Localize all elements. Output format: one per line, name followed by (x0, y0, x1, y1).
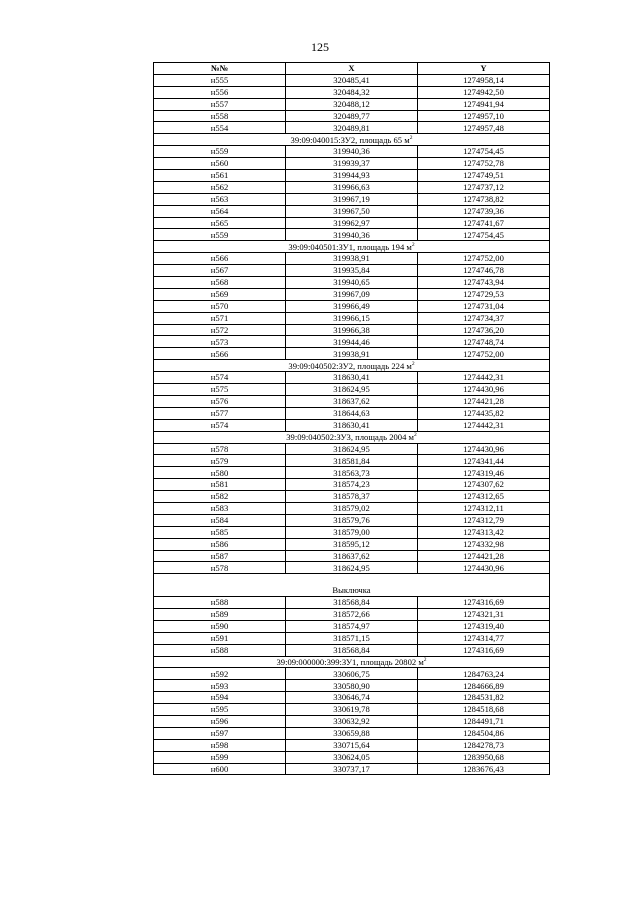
point-number-cell: н583 (154, 502, 286, 514)
section-title-text: 39:09:040502:ЗУ2, площадь 224 м (288, 360, 412, 371)
table-row (154, 526, 550, 538)
point-number-cell: н571 (154, 312, 286, 324)
y-coordinate-cell: 1274734,37 (418, 312, 550, 324)
x-coordinate-cell: 319966,49 (286, 300, 418, 312)
table-row (154, 74, 550, 86)
y-coordinate-cell: 1274313,42 (418, 526, 550, 538)
x-coordinate-cell: 320484,32 (286, 86, 418, 98)
point-number-cell: н584 (154, 514, 286, 526)
y-coordinate-cell: 1274737,12 (418, 181, 550, 193)
table-row (154, 170, 550, 182)
x-coordinate-cell: 318563,73 (286, 467, 418, 479)
point-number-cell: н597 (154, 727, 286, 739)
y-coordinate-cell: 1274341,44 (418, 455, 550, 467)
x-coordinate-cell: 318630,41 (286, 372, 418, 384)
area-unit-superscript: 2 (423, 656, 427, 663)
point-number-cell: н573 (154, 336, 286, 348)
point-number-cell: н592 (154, 668, 286, 680)
table-row (154, 763, 550, 775)
x-coordinate-cell: 319938,91 (286, 348, 418, 360)
y-coordinate-cell: 1274746,78 (418, 265, 550, 277)
table-row (154, 395, 550, 407)
x-coordinate-cell: 330715,64 (286, 739, 418, 751)
table-row (154, 324, 550, 336)
y-coordinate-cell: 1284278,73 (418, 739, 550, 751)
x-coordinate-cell: 330619,78 (286, 704, 418, 716)
point-number-cell: н579 (154, 455, 286, 467)
x-coordinate-cell: 330580,90 (286, 680, 418, 692)
table-row (154, 98, 550, 110)
point-number-cell: н600 (154, 763, 286, 775)
table-row (154, 491, 550, 503)
y-coordinate-cell: 1284518,68 (418, 704, 550, 716)
y-coordinate-cell: 1274321,31 (418, 608, 550, 620)
point-number-cell: н559 (154, 229, 286, 241)
table-row (154, 158, 550, 170)
x-coordinate-cell: 319944,93 (286, 170, 418, 182)
table-row (154, 443, 550, 455)
x-coordinate-cell: 318568,84 (286, 597, 418, 609)
x-coordinate-cell: 319935,84 (286, 265, 418, 277)
x-coordinate-cell: 319967,50 (286, 205, 418, 217)
x-coordinate-cell: 318579,02 (286, 502, 418, 514)
point-number-cell: н580 (154, 467, 286, 479)
section-title-text: 39:09:040502:ЗУ3, площадь 2004 м (286, 431, 414, 442)
section-header-row (154, 134, 550, 146)
y-coordinate-cell: 1274421,28 (418, 550, 550, 562)
point-number-cell: н566 (154, 253, 286, 265)
y-coordinate-cell: 1274314,77 (418, 632, 550, 644)
x-coordinate-cell: 319940,36 (286, 146, 418, 158)
x-coordinate-cell: 319938,91 (286, 253, 418, 265)
table-row (154, 715, 550, 727)
x-coordinate-cell: 319940,65 (286, 277, 418, 289)
point-number-cell: н575 (154, 384, 286, 396)
x-coordinate-cell: 330737,17 (286, 763, 418, 775)
y-coordinate-cell: 1274731,04 (418, 300, 550, 312)
table-row (154, 86, 550, 98)
point-number-cell: н565 (154, 217, 286, 229)
y-coordinate-cell: 1284666,89 (418, 680, 550, 692)
y-coordinate-cell: 1274752,78 (418, 158, 550, 170)
blank-cell (154, 574, 550, 585)
section-header-row (154, 241, 550, 253)
y-coordinate-cell: 1274739,36 (418, 205, 550, 217)
y-coordinate-cell: 1274958,14 (418, 74, 550, 86)
point-number-cell: н568 (154, 277, 286, 289)
y-coordinate-cell: 1274957,48 (418, 122, 550, 134)
x-coordinate-cell: 319966,38 (286, 324, 418, 336)
section-header-row (154, 360, 550, 372)
point-number-cell: н574 (154, 372, 286, 384)
section-header-row (154, 656, 550, 668)
y-coordinate-cell: 1274319,46 (418, 467, 550, 479)
x-coordinate-cell: 319962,97 (286, 217, 418, 229)
table-row (154, 739, 550, 751)
y-coordinate-cell: 1274743,94 (418, 277, 550, 289)
x-coordinate-cell: 318574,97 (286, 620, 418, 632)
x-coordinate-cell: 318579,76 (286, 514, 418, 526)
point-number-cell: н570 (154, 300, 286, 312)
point-number-cell: н567 (154, 265, 286, 277)
point-number-cell: н582 (154, 491, 286, 503)
y-coordinate-cell: 1274749,51 (418, 170, 550, 182)
y-coordinate-cell: 1274741,67 (418, 217, 550, 229)
table-row (154, 562, 550, 574)
y-coordinate-cell: 1284491,71 (418, 715, 550, 727)
x-coordinate-cell: 318644,63 (286, 407, 418, 419)
table-row (154, 288, 550, 300)
table-row (154, 384, 550, 396)
point-number-cell: н589 (154, 608, 286, 620)
y-coordinate-cell: 1274754,45 (418, 146, 550, 158)
x-coordinate-cell: 318578,37 (286, 491, 418, 503)
page-number: 125 (311, 40, 329, 54)
table-row (154, 253, 550, 265)
y-coordinate-cell: 1284763,24 (418, 668, 550, 680)
table-row (154, 122, 550, 134)
x-coordinate-cell: 318574,23 (286, 479, 418, 491)
table-row (154, 312, 550, 324)
point-number-cell: н561 (154, 170, 286, 182)
y-coordinate-cell: 1274312,65 (418, 491, 550, 503)
x-coordinate-cell: 318637,62 (286, 550, 418, 562)
table-row (154, 680, 550, 692)
point-number-cell: н566 (154, 348, 286, 360)
y-coordinate-cell: 1274430,96 (418, 384, 550, 396)
point-number-cell: н576 (154, 395, 286, 407)
point-number-cell: н578 (154, 562, 286, 574)
section-title (154, 431, 550, 443)
point-number-cell: н594 (154, 692, 286, 704)
table-row (154, 205, 550, 217)
section-header-row (154, 431, 550, 443)
header-x: X (286, 63, 418, 75)
table-row (154, 336, 550, 348)
x-coordinate-cell: 330632,92 (286, 715, 418, 727)
section-title (154, 656, 550, 668)
point-number-cell: н554 (154, 122, 286, 134)
point-number-cell: н558 (154, 110, 286, 122)
table-row (154, 620, 550, 632)
section-title (154, 134, 550, 146)
x-coordinate-cell: 318637,62 (286, 395, 418, 407)
table-row (154, 181, 550, 193)
x-coordinate-cell: 319967,09 (286, 288, 418, 300)
y-coordinate-cell: 1274942,50 (418, 86, 550, 98)
x-coordinate-cell: 320489,81 (286, 122, 418, 134)
y-coordinate-cell: 1274748,74 (418, 336, 550, 348)
x-coordinate-cell: 320485,41 (286, 74, 418, 86)
point-number-cell: н599 (154, 751, 286, 763)
y-coordinate-cell: 1274312,11 (418, 502, 550, 514)
y-coordinate-cell: 1274957,10 (418, 110, 550, 122)
x-coordinate-cell: 320489,77 (286, 110, 418, 122)
y-coordinate-cell: 1274312,79 (418, 514, 550, 526)
table-row (154, 300, 550, 312)
section-title (154, 241, 550, 253)
y-coordinate-cell: 1274442,31 (418, 419, 550, 431)
y-coordinate-cell: 1283676,43 (418, 763, 550, 775)
table-row (154, 348, 550, 360)
table-row (154, 692, 550, 704)
y-coordinate-cell: 1274729,53 (418, 288, 550, 300)
x-coordinate-cell: 318568,84 (286, 644, 418, 656)
y-coordinate-cell: 1274332,98 (418, 538, 550, 550)
section-title-text: 39:09:040015:ЗУ2, площадь 65 м (290, 134, 410, 145)
y-coordinate-cell: 1274435,82 (418, 407, 550, 419)
x-coordinate-cell: 319967,19 (286, 193, 418, 205)
x-coordinate-cell: 330606,75 (286, 668, 418, 680)
point-number-cell: н586 (154, 538, 286, 550)
table-row (154, 217, 550, 229)
x-coordinate-cell: 319944,46 (286, 336, 418, 348)
x-coordinate-cell: 318595,12 (286, 538, 418, 550)
x-coordinate-cell: 318624,95 (286, 562, 418, 574)
point-number-cell: н595 (154, 704, 286, 716)
x-coordinate-cell: 319939,37 (286, 158, 418, 170)
table-row (154, 668, 550, 680)
area-unit-superscript: 2 (409, 134, 413, 141)
y-coordinate-cell: 1274738,82 (418, 193, 550, 205)
point-number-cell: н577 (154, 407, 286, 419)
y-coordinate-cell: 1274307,62 (418, 479, 550, 491)
point-number-cell: н557 (154, 98, 286, 110)
x-coordinate-cell: 330659,88 (286, 727, 418, 739)
table-row (154, 479, 550, 491)
x-coordinate-cell: 318630,41 (286, 419, 418, 431)
table-row (154, 110, 550, 122)
table-row (154, 372, 550, 384)
y-coordinate-cell: 1283950,68 (418, 751, 550, 763)
subheading-text: Выключка (154, 585, 550, 596)
y-coordinate-cell: 1274421,28 (418, 395, 550, 407)
y-coordinate-cell: 1274752,00 (418, 253, 550, 265)
point-number-cell: н556 (154, 86, 286, 98)
table-row (154, 407, 550, 419)
point-number-cell: н588 (154, 597, 286, 609)
x-coordinate-cell: 319966,63 (286, 181, 418, 193)
coordinates-table (153, 62, 550, 775)
point-number-cell: н562 (154, 181, 286, 193)
x-coordinate-cell: 318572,66 (286, 608, 418, 620)
x-coordinate-cell: 318624,95 (286, 443, 418, 455)
table-row (154, 455, 550, 467)
point-number-cell: н588 (154, 644, 286, 656)
y-coordinate-cell: 1284504,86 (418, 727, 550, 739)
table-body (154, 74, 550, 775)
y-coordinate-cell: 1284531,82 (418, 692, 550, 704)
table-row (154, 597, 550, 609)
point-number-cell: н555 (154, 74, 286, 86)
y-coordinate-cell: 1274442,31 (418, 372, 550, 384)
point-number-cell: н564 (154, 205, 286, 217)
table-row (154, 146, 550, 158)
table-row (154, 704, 550, 716)
table-row (154, 419, 550, 431)
x-coordinate-cell: 319966,15 (286, 312, 418, 324)
point-number-cell: н574 (154, 419, 286, 431)
table-row (154, 550, 550, 562)
y-coordinate-cell: 1274430,96 (418, 443, 550, 455)
point-number-cell: н581 (154, 479, 286, 491)
x-coordinate-cell: 319940,36 (286, 229, 418, 241)
table-row (154, 727, 550, 739)
section-title-text: 39:09:040501:ЗУ1, площадь 194 м (288, 241, 412, 252)
blank-row (154, 574, 550, 585)
x-coordinate-cell: 320488,12 (286, 98, 418, 110)
x-coordinate-cell: 318581,84 (286, 455, 418, 467)
x-coordinate-cell: 318624,95 (286, 384, 418, 396)
point-number-cell: н585 (154, 526, 286, 538)
point-number-cell: н591 (154, 632, 286, 644)
area-unit-superscript: 2 (413, 431, 417, 438)
section-title-text: 39:09:000000:399:ЗУ1, площадь 20802 м (276, 656, 424, 667)
header-y: Y (418, 63, 550, 75)
y-coordinate-cell: 1274319,40 (418, 620, 550, 632)
section-title (154, 360, 550, 372)
y-coordinate-cell: 1274316,69 (418, 644, 550, 656)
point-number-cell: н596 (154, 715, 286, 727)
subheading-row (154, 585, 550, 596)
table-row (154, 751, 550, 763)
table-row (154, 467, 550, 479)
table-row (154, 632, 550, 644)
point-number-cell: н590 (154, 620, 286, 632)
x-coordinate-cell: 330624,05 (286, 751, 418, 763)
point-number-cell: н572 (154, 324, 286, 336)
table-row (154, 608, 550, 620)
point-number-cell: н598 (154, 739, 286, 751)
y-coordinate-cell: 1274430,96 (418, 562, 550, 574)
point-number-cell: н569 (154, 288, 286, 300)
y-coordinate-cell: 1274736,20 (418, 324, 550, 336)
table-row (154, 502, 550, 514)
table-row (154, 265, 550, 277)
table-row (154, 538, 550, 550)
point-number-cell: н559 (154, 146, 286, 158)
y-coordinate-cell: 1274754,45 (418, 229, 550, 241)
table-row (154, 193, 550, 205)
point-number-cell: н560 (154, 158, 286, 170)
area-unit-superscript: 2 (411, 360, 415, 367)
point-number-cell: н593 (154, 680, 286, 692)
table-header-row (154, 63, 550, 75)
area-unit-superscript: 2 (411, 241, 415, 248)
x-coordinate-cell: 318579,00 (286, 526, 418, 538)
table-row (154, 644, 550, 656)
table-row (154, 277, 550, 289)
point-number-cell: н578 (154, 443, 286, 455)
y-coordinate-cell: 1274752,00 (418, 348, 550, 360)
x-coordinate-cell: 318571,15 (286, 632, 418, 644)
table-row (154, 514, 550, 526)
x-coordinate-cell: 330646,74 (286, 692, 418, 704)
header-point-number: №№ (154, 63, 286, 75)
table-row (154, 229, 550, 241)
point-number-cell: н587 (154, 550, 286, 562)
y-coordinate-cell: 1274941,94 (418, 98, 550, 110)
y-coordinate-cell: 1274316,69 (418, 597, 550, 609)
point-number-cell: н563 (154, 193, 286, 205)
